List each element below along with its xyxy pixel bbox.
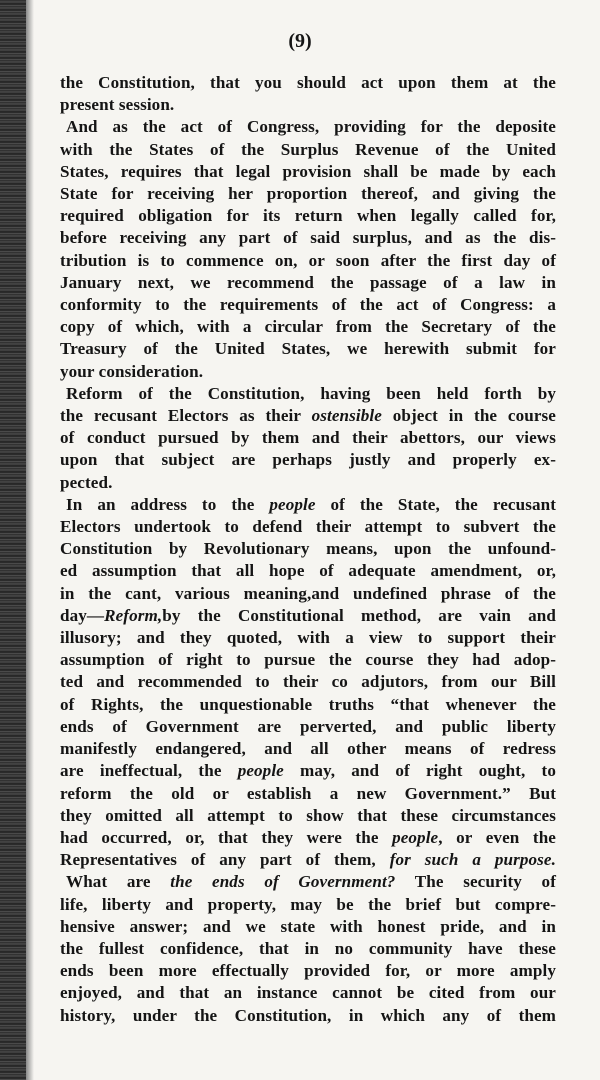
text-line: Electors undertook to defend their attempt to subvert the: [60, 517, 556, 537]
text-line: they omitted all attempt to show that these circumstances: [60, 805, 556, 825]
text-line: your consideration.: [60, 361, 204, 381]
book-binding-edge: [0, 0, 26, 1080]
text-line: Constitution by Revolutionary means, upon the unfound-: [60, 539, 556, 559]
text-line: Treasury of the United States, we herewith submit for: [60, 339, 556, 359]
text-line: with the States of the Surplus Revenue of the United: [60, 139, 556, 159]
text-line: required obligation for its return when legally called for,: [60, 206, 556, 226]
text-line: ted and recommended to their co adjutors, from our Bill: [60, 672, 556, 692]
text-line: manifestly endangered, and all other means of redress: [60, 739, 556, 759]
text-line: illusory; and they quoted, with a view to support their: [60, 628, 556, 648]
document-body: [60, 72, 556, 1027]
text-line: the fullest confidence, that in no community have these: [60, 938, 556, 958]
text-line: history, under the Constitution, in which any of them: [60, 1005, 556, 1025]
text-line: the Constitution, that you should act upon them at the: [60, 73, 556, 92]
text-line: life, liberty and property, may be the brief but compre-: [60, 894, 556, 914]
text-line: tribution is to commence on, or soon after the first day of: [60, 250, 556, 270]
binding-shadow: [26, 0, 34, 1080]
text-line: States, requires that legal provision shall be made by each: [60, 161, 556, 181]
text-line: January next, we recommend the passage of a law in: [60, 272, 556, 292]
text-line: State for receiving her proportion thereof, and giving the: [60, 184, 556, 204]
paragraph-1: [60, 72, 556, 116]
text-line: ends of Government are perverted, and public liberty: [60, 716, 556, 736]
page-number: (9): [288, 30, 312, 52]
text-line: present session.: [60, 95, 175, 115]
paragraph-4: [60, 494, 556, 871]
paragraph-5: [60, 871, 556, 1026]
text-line: upon that subject are perhaps justly and properly ex-: [60, 450, 556, 470]
text-line: ends been more effectually provided for, or more amply: [60, 961, 556, 981]
text-line: ed assumption that all hope of adequate amendment, or,: [60, 561, 556, 581]
text-line: reform the old or establish a new Government.” But: [60, 783, 556, 803]
text-line: copy of which, with a circular from the Secretary of the: [60, 317, 556, 337]
text-line: Representatives of any part of them, for such a purpose.: [60, 850, 556, 870]
text-line: Reform of the Constitution, having been held forth by: [66, 383, 556, 403]
text-line: And as the act of Congress, providing for the deposite: [66, 117, 556, 137]
text-line: in the cant, various meaning,and undefined phrase of the: [60, 583, 556, 603]
text-line: are ineffectual, the people may, and of right ought, to: [60, 761, 556, 781]
text-line: hensive answer; and we state with honest pride, and in: [60, 916, 556, 936]
text-line: What are the ends of Government? The security of: [66, 872, 556, 892]
text-line: In an address to the people of the State, the recusant: [66, 494, 556, 514]
text-line: enjoyed, and that an instance cannot be cited from our: [60, 983, 556, 1003]
text-line: conformity to the requirements of the act of Congress: a: [60, 295, 556, 315]
text-line: had occurred, or, that they were the people, or even the: [60, 827, 556, 847]
text-line: the recusant Electors as their ostensible object in the course: [60, 406, 556, 426]
text-line: of conduct pursued by them and their abettors, our views: [60, 428, 556, 448]
paragraph-2: [60, 116, 556, 382]
text-line: before receiving any part of said surplus, and as the dis-: [60, 228, 556, 248]
text-line: day—Reform,by the Constitutional method, are vain and: [60, 605, 556, 625]
text-line: of Rights, the unquestionable truths “that whenever the: [60, 694, 556, 714]
text-line: pected.: [60, 472, 113, 492]
paragraph-3: [60, 383, 556, 494]
text-line: assumption of right to pursue the course they had adop-: [60, 650, 556, 670]
